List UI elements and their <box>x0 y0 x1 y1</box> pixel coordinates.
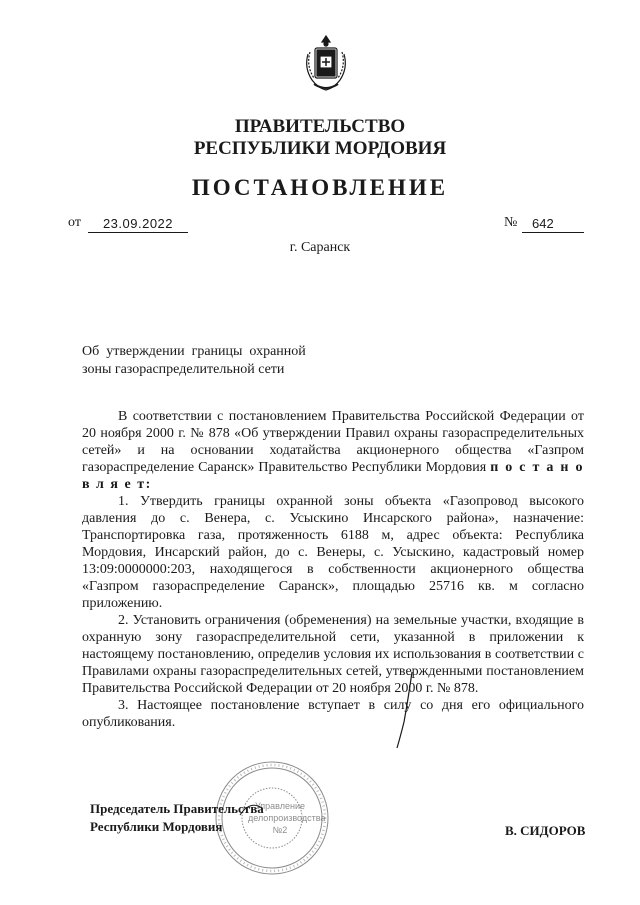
body-paragraph-item3: 3. Настоящее постановление вступает в силу со дня его официального опубликования. <box>82 698 584 730</box>
document-number: 642 <box>522 215 584 233</box>
body-paragraph-item1: 1. Утвердить границы охранной зоны объекта «Газопровод высокого давления до с. Венера, с. Усыскино Инсарского района», назначение: Транспортировка газа, протяженность 6188 м, адрес объекта: Республика Мордовия, Инсарский район, до с. Венеры, с. Усыскино, кадастровый номер 13:09:0000000:203, находящегося в собственности акционерного общества «Газпром газораспределение Саранск», площадью 25716 кв. м согласно приложению. <box>82 494 584 611</box>
government-title-line1: ПРАВИТЕЛЬСТВО <box>234 116 406 137</box>
preamble-text: В соответствии с постановлением Правительства Российской Федерации от 20 ноября 2000 г. № 878 «Об утверждении Правил охраны газораспределительных сетей» и на основании ходатайства акционерного общества «Газпром газораспределение Саранск» Правительство Республики Мордовия <box>82 409 584 475</box>
signatory-position-line2: Республики Мордовия <box>90 819 223 834</box>
number-prefix: № <box>504 215 518 230</box>
stamp-line3: №2 <box>272 825 288 835</box>
subject-line1: Об утверждении границы охранной <box>82 344 306 359</box>
document-date: 23.09.2022 <box>88 215 188 233</box>
stamp-line1: Управление <box>254 801 306 811</box>
coat-of-arms-emblem <box>300 32 352 94</box>
signatory-position <box>90 800 264 836</box>
date-prefix: от <box>68 215 81 230</box>
subject-line2: зоны газораспределительной сети <box>82 362 285 377</box>
document-body <box>82 408 584 731</box>
signatory-position-line1: Председатель Правительства <box>90 801 264 816</box>
stamp-line2: делопроизводства <box>248 813 326 823</box>
document-type-heading: ПОСТАНОВЛЕНИЕ <box>191 175 449 200</box>
body-paragraph-item2: 2. Установить ограничения (обременения) на земельные участки, входящие в охранную зону газораспределительной сети, указанной в приложении к настоящему постановлению, определив условия их использования в соответствии с Правилами охраны газораспределительных сетей, утвержденными постановлением Правительства Российской Федерации от 20 ноября 2000 г. № 878. <box>82 613 584 696</box>
decree-word: п о с т а н о в л я е т: <box>82 460 584 492</box>
body-paragraph-preamble <box>82 408 584 493</box>
government-title-line2: РЕСПУБЛИКИ МОРДОВИЯ <box>193 138 447 159</box>
city-label: г. Саранск <box>289 240 351 255</box>
document-subject <box>82 343 306 379</box>
signatory-name: В. СИДОРОВ <box>505 823 586 838</box>
